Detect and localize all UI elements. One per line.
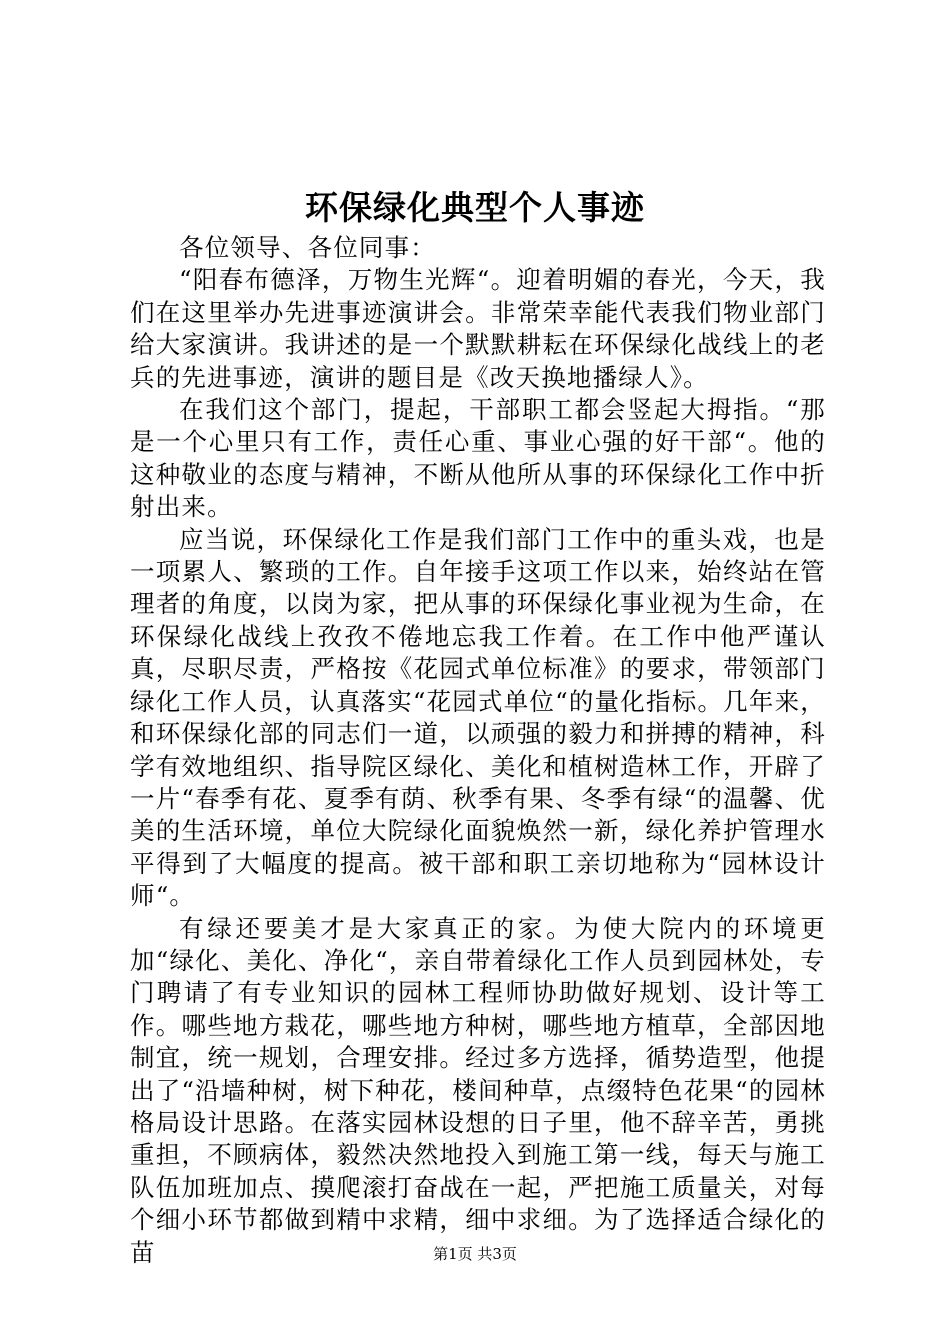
body-paragraph: “阳春布德泽，万物生光辉“。迎着明媚的春光，今天，我们在这里举办先进事迹演讲会。非常荣幸能代表我们物业部门给大家演讲。我讲述的是一个默默耕耘在环保绿化战线上的老兵的先进事迹，演讲的题目是《改天换地播绿人》。	[130, 265, 826, 392]
document-title: 环保绿化典型个人事迹	[305, 188, 645, 227]
body-paragraph: 在我们这个部门，提起，干部职工都会竖起大拇指。“那是一个心里只有工作，责任心重、事业心强的好干部“。他的这种敬业的态度与精神，不断从他所从事的环保绿化工作中折射出来。	[130, 395, 826, 522]
page-footer: 第1页 共3页	[433, 1245, 517, 1263]
document-body	[130, 232, 826, 1269]
body-paragraph: 有绿还要美才是大家真正的家。为使大院内的环境更加“绿化、美化、净化“，亲自带着绿化工作人员到园林处，专门聘请了有专业知识的园林工程师协助做好规划、设计等工作。哪些地方栽花，哪些地方种树，哪些地方植草，全部因地制宜，统一规划，合理安排。经过多方选择，循势造型，他提出了“沿墙种树，树下种花，楼间种草，点缀特色花果“的园林格局设计思路。在落实园林设想的日子里，他不辞辛苦，勇挑重担，不顾病体，毅然决然地投入到施工第一线，每天与施工队伍加班加点、摸爬滚打奋战在一起，严把施工质量关，对每个细小环节都做到精中求精，细中求细。为了选择适合绿化的苗	[130, 913, 826, 1267]
body-paragraph: 应当说，环保绿化工作是我们部门工作中的重头戏，也是一项累人、繁琐的工作。自年接手这项工作以来，始终站在管理者的角度，以岗为家，把从事的环保绿化事业视为生命，在环保绿化战线上孜孜不倦地忘我工作着。在工作中他严谨认真，尽职尽责，严格按《花园式单位标准》的要求，带领部门绿化工作人员，认真落实“花园式单位“的量化指标。几年来，和环保绿化部的同志们一道，以顽强的毅力和拼搏的精神，科学有效地组织、指导院区绿化、美化和植树造林工作，开辟了一片“春季有花、夏季有荫、秋季有果、冬季有绿“的温馨、优美的生活环境，单位大院绿化面貌焕然一新，绿化养护管理水平得到了大幅度的提高。被干部和职工亲切地称为“园林设计师“。	[130, 524, 826, 911]
greeting-paragraph: 各位领导、各位同事：	[179, 233, 436, 262]
